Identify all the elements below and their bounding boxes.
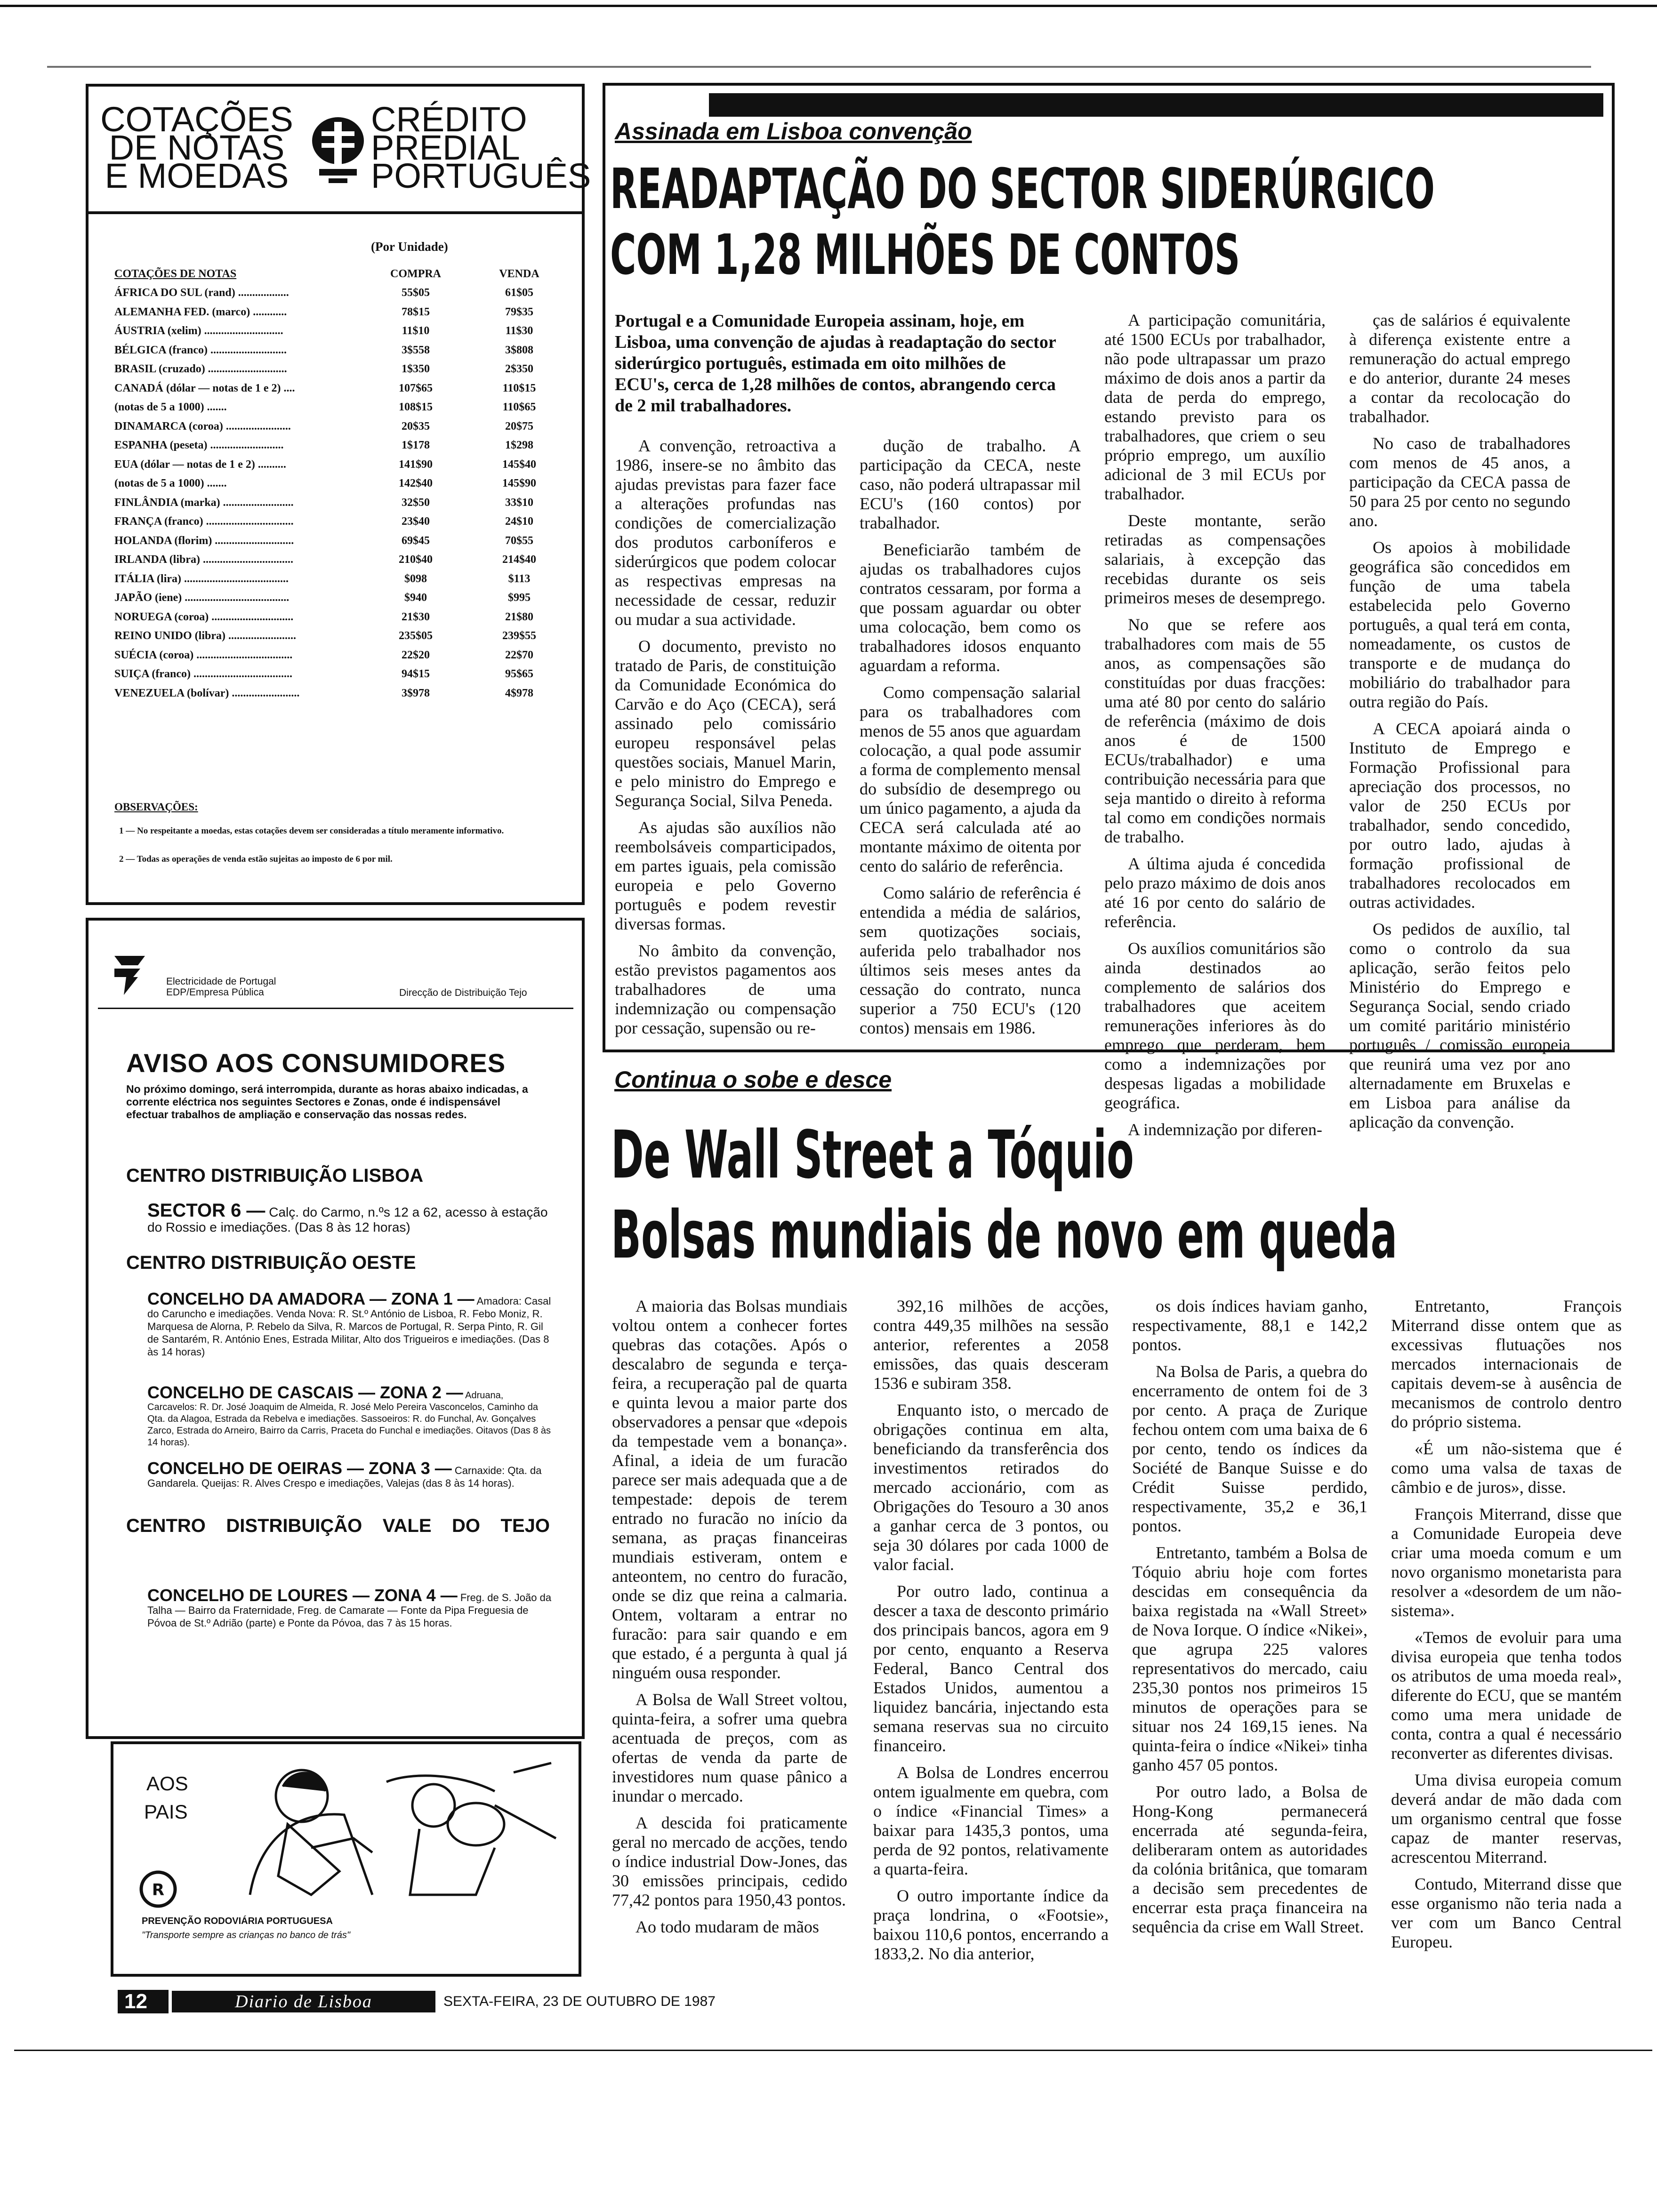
article1-col4: [1349, 311, 1570, 1139]
por-unidade: (Por Unidade): [371, 240, 448, 254]
rate-row: [114, 608, 571, 627]
article-paragraph: A participação comunitária, até 1500 ECUs por trabalhador, não pode ultrapassar um prazo máximo de dois anos a partir da data de perda do emprego, estando previsto para os trabalhadores, que criem o seu próprio emprego, um auxílio adicional de 3 mil ECUs por trabalhador.: [1104, 311, 1326, 503]
article2-headline-2: Bolsas mundiais de novo em queda: [611, 1197, 1398, 1274]
currency-name: FRANÇA (franco) ...............................: [114, 515, 294, 528]
compra-value: 1$350: [402, 363, 430, 375]
article-paragraph: Entretanto, François Miterrand disse ontem que as excessivas flutuações nos mercados internacionais de capitais devem-se à ausência de mecanismos de controlo dentro do próprio sistema.: [1391, 1297, 1622, 1431]
currency-name: (notas de 5 a 1000) .......: [114, 401, 227, 413]
rate-row: [114, 455, 571, 474]
prp-slogan: "Transporte sempre as crianças no banco de trás": [142, 1930, 350, 1940]
child-seat-illustration: [231, 1754, 561, 1914]
compra-value: 23$40: [402, 515, 430, 528]
edp-logo-icon: [112, 954, 150, 996]
article-paragraph: Contudo, Miterrand disse que esse organismo não teria nada a ver com um Banco Central Europeu.: [1391, 1875, 1622, 1951]
rate-row: [114, 569, 571, 589]
compra-value: 3$558: [402, 344, 430, 356]
article1-headline-1: READAPTAÇÃO DO SECTOR SIDERÚRGICO: [610, 156, 1435, 221]
rate-row: [114, 512, 571, 531]
article2-col1: [612, 1297, 847, 1944]
venda-value: 11$30: [505, 325, 533, 337]
currency-name: ÁUSTRIA (xelim) ............................: [114, 325, 283, 337]
amadora-zona: CONCELHO DA AMADORA — ZONA 1 — Amadora: Casal do Caruncho e imediações. Venda Nova: R. St.º António de Lisboa, R. Febo Moniz, R. Marquesa de Alorna, P. Rebelo da Silva, R. Marcos de Portugal, R. Serpa Pinto, R. Gil de Santarém, R. António Enes, Estrada Militar, Alto dos Trigueiros e imediações. (Das 8 às 14 horas): [147, 1289, 551, 1358]
rates-header: [114, 264, 571, 284]
rate-row: [114, 417, 571, 436]
venda-value: 21$80: [505, 610, 533, 623]
venda-value: 239$55: [502, 630, 536, 642]
centro-oeste: CENTRO DISTRIBUIÇÃO OESTE: [126, 1252, 416, 1273]
prp-org: PREVENÇÃO RODOVIÁRIA PORTUGUESA: [142, 1916, 333, 1926]
compra-value: $940: [404, 592, 427, 604]
article-paragraph: A CECA apoiará ainda o Instituto de Emprego e Formação Profissional para apreciação dos processos, no valor de 250 ECUs por trabalhador, sendo concedido, por outro lado, ajudas à formação profissional de trabalhadores recolocados em outras actividades.: [1349, 719, 1570, 912]
rate-row: [114, 379, 571, 398]
venda-value: 33$10: [505, 496, 533, 509]
article-paragraph: Na Bolsa de Paris, a quebra do encerramento de ontem foi de 3 por cento. A praça de Zurique fechou ontem com uma baixa de 6 por cento, tendo os índices da Société de Banque Suisse e do Crédit Suisse perdido, respectivamente, 35,2 e 36,1 pontos.: [1132, 1362, 1367, 1535]
rate-row: [114, 474, 571, 493]
top-dotted-rule: [47, 66, 1591, 68]
rate-row: [114, 550, 571, 569]
article-paragraph: os dois índices haviam ganho, respectivamente, 88,1 e 142,2 pontos.: [1132, 1297, 1367, 1354]
venda-value: $995: [508, 592, 531, 604]
article2-col2: [873, 1297, 1109, 1971]
header-notas: COTAÇÕES DE NOTAS: [114, 268, 237, 280]
article-paragraph: Os apoios à mobilidade geográfica são concedidos em função de uma tabela estabelecida pelo Governo português, a qual terá em conta, nomeadamente, os custos de transporte e de mudança do mobiliário do trabalhador para outra região do País.: [1349, 538, 1570, 711]
article2-col4: [1391, 1297, 1622, 1959]
currency-name: CANADÁ (dólar — notas de 1 e 2) ....: [114, 382, 295, 394]
venda-value: 61$05: [505, 287, 533, 299]
venda-value: 145$90: [502, 477, 536, 489]
edp-company: Electricidade de Portugal EDP/Empresa Pública: [166, 976, 276, 998]
article-paragraph: A última ajuda é concedida pelo prazo máximo de dois anos até 16 por cento do salário de referência.: [1104, 854, 1326, 931]
compra-value: 55$05: [402, 287, 430, 299]
compra-value: 1$178: [402, 439, 430, 451]
bank-name: CRÉDITO PREDIAL PORTUGUÊS: [371, 100, 591, 195]
venda-value: 145$40: [502, 458, 536, 471]
rate-row: [114, 398, 571, 417]
article-paragraph: No âmbito da convenção, estão previstos pagamentos aos trabalhadores de uma indemnização ou compensação por cessação, supensão ou re-: [615, 941, 836, 1037]
article-paragraph: 392,16 milhões de acções, contra 449,35 milhões na sessão anterior, referentes a 2058 emissões, das quais desceram 1536 e subiram 358.: [873, 1297, 1109, 1393]
compra-value: 141$90: [399, 458, 433, 471]
svg-text:R: R: [152, 1881, 165, 1899]
venda-value: 3$808: [505, 344, 533, 356]
observacao-2: 2 — Todas as operações de venda estão sujeitas ao imposto de 6 por mil.: [119, 854, 393, 864]
article-paragraph: Por outro lado, a Bolsa de Hong-Kong permanecerá encerrada até segunda-feira, deliberaram ontem as autoridades da colónia britânica, que tomaram a decisão sem precedentes de encerrar esta praça financeira na sequência da crise em Wall Street.: [1132, 1782, 1367, 1936]
compra-value: 11$10: [402, 325, 430, 337]
article-paragraph: Os auxílios comunitários são ainda destinados ao complemento de salários dos trabalhadores que aceitem remunerações inferiores às do emprego que perderam, bem como a indemnizações por despesas ligadas a mobilidade geográfica.: [1104, 939, 1326, 1112]
venda-value: 24$10: [505, 515, 533, 528]
centro-tejo: CENTRO DISTRIBUIÇÃO VALE DO TEJO: [126, 1515, 550, 1536]
venda-value: 1$298: [505, 439, 533, 451]
observacao-1: 1 — No respeitante a moedas, estas cotações devem ser consideradas a título meramente informativo.: [119, 826, 504, 836]
article-paragraph: A indemnização por diferen-: [1128, 1120, 1322, 1139]
currency-name: JAPÃO (iene) .....................................: [114, 592, 290, 604]
compra-value: 94$15: [402, 668, 430, 680]
prp-aos: AOS: [146, 1772, 188, 1795]
rate-row: [114, 493, 571, 513]
loures-zona: CONCELHO DE LOURES — ZONA 4 — Freg. de S. João da Talha — Bairro da Fraternidade, Freg. de Camarate — Fonte da Pipa Freguesia de Póvoa de St.º Adrião (parte) e Ponte da Póvoa, das 7 às 15 horas.: [147, 1586, 552, 1629]
sector-6: SECTOR 6 — Calç. do Carmo, n.ºs 12 a 62, acesso à estação do Rossio e imediações. (Das 8 às 12 horas): [147, 1200, 548, 1234]
currency-name: EUA (dólar — notas de 1 e 2) ..........: [114, 458, 286, 471]
rate-row: [114, 646, 571, 665]
article-paragraph: Ao todo mudaram de mãos: [635, 1917, 819, 1936]
compra-value: 142$40: [399, 477, 433, 489]
compra-value: 20$35: [402, 420, 430, 433]
rate-row: [114, 321, 571, 341]
oeiras-zona: CONCELHO DE OEIRAS — ZONA 3 — Carnaxide: Qta. da Gandarela. Queijas: R. Alves Crespo e imediações, Valejas (das 8 às 14 horas).: [147, 1459, 542, 1489]
currency-name: FINLÂNDIA (marka) .........................: [114, 496, 294, 509]
currency-name: NORUEGA (coroa) .............................: [114, 610, 294, 623]
cotacoes-divider: [88, 211, 582, 214]
article-paragraph: No que se refere aos trabalhadores com mais de 55 anos, as compensações são constituídas por duas fracções: uma até 80 por cento do salário de referência (máximo de dois anos é de 1500 ECUs/trabalhador) e uma contribuição necessária para que seja mantido o direito à reforma tal como em condições normais de trabalho.: [1104, 615, 1326, 846]
edp-direccao: Direcção de Distribuição Tejo: [399, 987, 527, 998]
article2-kicker: Continua o sobe e desce: [614, 1066, 892, 1093]
currency-name: (notas de 5 a 1000) .......: [114, 477, 227, 489]
article-paragraph: A Bolsa de Londres encerrou ontem igualmente em quebra, com o índice «Financial Times» a baixar para 1435,3 pontos, uma perda de 92 pontos, relativamente a quarta-feira.: [873, 1763, 1109, 1878]
rate-row: [114, 360, 571, 379]
prp-ad-box: [111, 1741, 581, 1977]
paper-name: Diario de Lisboa: [172, 1991, 435, 2012]
article1-lead: Portugal e a Comunidade Europeia assinam, hoje, em Lisboa, uma convenção de ajudas à readaptação do sector siderúrgico português, estimada em oito milhões de ECU's, cerca de 1,28 milhões de contos, abrangendo cerca de 2 mil trabalhadores.: [615, 311, 1056, 416]
article2-headline-1: De Wall Street a Tóquio: [611, 1117, 1134, 1194]
currency-name: VENEZUELA (bolívar) ........................: [114, 687, 300, 699]
compra-value: 108$15: [399, 401, 433, 413]
article-paragraph: O outro importante índice da praça londrina, o «Footsie», baixou 110,6 pontos, encerrando a 1833,2. No dia anterior,: [873, 1886, 1109, 1963]
venda-value: 214$40: [502, 553, 536, 566]
article-paragraph: Como salário de referência é entendida a média de salários, sem quotizações sociais, auferida pelo trabalhador nos últimos seis meses antes da cessação do contrato, nunca superior a 750 ECU's (120 contos) mensais em 1986.: [860, 883, 1081, 1037]
article-paragraph: A Bolsa de Wall Street voltou, quinta-feira, a sofrer uma quebra acentuada de preços, com as ofertas de venda da parte de investidores num quase pânico a inundar o mercado.: [612, 1690, 847, 1805]
rate-row: [114, 303, 571, 322]
rates-table: [114, 283, 571, 703]
venda-value: 110$15: [502, 382, 536, 394]
article-paragraph: Deste montante, serão retiradas as compensações salariais, à excepção das recebidas durante os seis primeiros meses de desemprego.: [1104, 511, 1326, 607]
article-paragraph: A maioria das Bolsas mundiais voltou ontem a conhecer fortes quebras das cotações. Após o descalabro de segunda e terça-feira, a recuperação pal de quarta e quinta levou a maior parte dos observadores a pensar que «depois da tempestade vem a bonança». Afinal, a ideia de um furacão parece ser mais adequada que a de tempestade: depois de terem entrado no furacão no início da semana, as praças financeiras mundiais estiveram, ontem e anteontem, no centro do furacão, onde se diz que reina a calmaria. Ontem, voltaram a entrar no furacão: para sair quando e em que estado, é a pergunta à qual já ninguém ousa responder.: [612, 1297, 847, 1682]
venda-value: 2$350: [505, 363, 533, 375]
article1-kicker: Assinada em Lisboa convenção: [615, 118, 972, 144]
venda-value: 95$65: [505, 668, 533, 680]
venda-value: $113: [508, 572, 531, 585]
venda-value: 110$65: [502, 401, 536, 413]
article1-headline-2: COM 1,28 MILHÕES DE CONTOS: [610, 222, 1240, 287]
header-compra: COMPRA: [390, 268, 441, 280]
article-paragraph: ças de salários é equivalente à diferença existente entre a remuneração do actual emprego e do anterior, durante 24 meses a contar da recolocação do trabalhador.: [1349, 311, 1570, 426]
rate-row: [114, 684, 571, 703]
compra-value: 3$978: [402, 687, 430, 699]
compra-value: 78$15: [402, 305, 430, 318]
article1-col3: [1104, 311, 1326, 1147]
cascais-zona: CONCELHO DE CASCAIS — ZONA 2 — Adruana, Carcavelos: R. Dr. José Joaquim de Almeida, R. José Melo Pereira Vasconcelos, Caminho da Qta. da Alagoa, Estrada da Rebelva e imediações. Sassoeiros: R. do Funchal, Av. Gonçalves Zarco, Estrada do Arneiro, Bairro da Carris, Praceta do Funchal e imediações. Oitavos (Das 8 às 14 horas).: [147, 1383, 551, 1448]
compra-value: 21$30: [402, 610, 430, 623]
article-paragraph: dução de trabalho. A participação da CECA, neste caso, não poderá ultrapassar mil ECU's (160 contos) por trabalhador.: [860, 436, 1081, 532]
centro-lisboa: CENTRO DISTRIBUIÇÃO LISBOA: [126, 1165, 424, 1186]
article-paragraph: O documento, previsto no tratado de Paris, de constituição da Comunidade Económica do Carvão e do Aço (CECA), será assinado pelo comissário europeu responsável pelas questões sociais, Manuel Marin, e pelo ministro do Emprego e Segurança Social, Silva Peneda.: [615, 637, 836, 810]
article2-col3: [1132, 1297, 1367, 1944]
venda-value: 22$70: [505, 649, 533, 661]
article-paragraph: Enquanto isto, o mercado de obrigações continua em alta, beneficiando da transferência dos investimentos retirados do mercado accionário, com as Obrigações do Tesouro a 30 anos a ganhar cerca de 3 pontos, ou seja 30 dólares por cada 1000 de valor facial.: [873, 1401, 1109, 1574]
currency-name: BÉLGICA (franco) ...........................: [114, 344, 287, 356]
rate-row: [114, 283, 571, 303]
currency-name: ALEMANHA FED. (marco) ............: [114, 305, 287, 318]
footer-date: SEXTA-FEIRA, 23 DE OUTUBRO DE 1987: [443, 1994, 716, 2009]
aviso-title: AVISO AOS CONSUMIDORES: [126, 1048, 506, 1078]
currency-name: ITÁLIA (lira) .....................................: [114, 572, 289, 585]
article1-black-bar: [709, 93, 1603, 117]
rate-row: [114, 531, 571, 551]
currency-name: BRASIL (cruzado) ............................: [114, 363, 287, 375]
compra-value: 210$40: [399, 553, 433, 566]
currency-name: REINO UNIDO (libra) ........................: [114, 630, 297, 642]
currency-name: ESPANHA (peseta) ..........................: [114, 439, 284, 451]
aviso-text: No próximo domingo, será interrompida, durante as horas abaixo indicadas, a corrente eléctrica nos seguintes Sectores e Zonas, onde é indispensável efectuar trabalhos de ampliação e conservação das nossas redes.: [126, 1083, 528, 1121]
page-number: 12: [118, 1990, 169, 2013]
observacoes-title: OBSERVAÇÕES:: [114, 801, 198, 813]
article-paragraph: Beneficiarão também de ajudas os trabalhadores cujos contratos cessaram, por forma a que possam aguardar ou obter uma colocação, bem como os trabalhadores idosos enquanto aguardam a reforma.: [860, 540, 1081, 675]
rate-row: [114, 665, 571, 684]
article-paragraph: Os pedidos de auxílio, tal como o controlo da sua aplicação, serão feitos pelo Ministério do Emprego e Segurança Social, sendo criado um comité paritário ministério português / comissão europeia que reunirá uma vez por ano alternadamente em Bruxelas e em Lisboa para análise da aplicação da convenção.: [1349, 920, 1570, 1131]
top-border-rule: [0, 5, 1657, 7]
article-paragraph: A convenção, retroactiva a 1986, insere-se no âmbito das ajudas previstas para fazer face a alterações profundas nas condições de comercialização dos produtos carboníferos e siderúrgicos que podem colocar as respectivas empresas na necessidade de cessar, reduzir ou mudar a sua actividade.: [615, 436, 836, 629]
compra-value: $098: [404, 572, 427, 585]
article-paragraph: No caso de trabalhadores com menos de 45 anos, a participação da CECA passa de 50 para 25 por cento no segundo ano.: [1349, 434, 1570, 530]
bank-logo-icon: [310, 112, 366, 188]
rate-row: [114, 588, 571, 608]
venda-value: 79$35: [505, 305, 533, 318]
compra-value: 235$05: [399, 630, 433, 642]
compra-value: 107$65: [399, 382, 433, 394]
currency-name: SUÉCIA (coroa) ..................................: [114, 649, 293, 661]
rate-row: [114, 626, 571, 646]
venda-value: 70$55: [505, 534, 533, 547]
currency-name: IRLANDA (libra) ................................: [114, 553, 294, 566]
edp-header-rule: [98, 1008, 573, 1009]
venda-value: 4$978: [505, 687, 533, 699]
compra-value: 22$20: [402, 649, 430, 661]
bottom-rule: [14, 2050, 1652, 2051]
article-paragraph: «Temos de evoluir para uma divisa europeia que tenha todos os atributos de uma moeda real», diferente do ECU, que se mantém como uma mera unidade de conta, contra a qual é necessário reconverter as diferentes divisas.: [1391, 1628, 1622, 1763]
currency-name: ÁFRICA DO SUL (rand) ..................: [114, 287, 289, 299]
article-paragraph: As ajudas são auxílios não reembolsáveis comparticipados, em partes iguais, pela comissão europeia e pelo Governo português e podem revestir diversas formas.: [615, 818, 836, 933]
article1-col1: [615, 436, 836, 1045]
compra-value: 69$45: [402, 534, 430, 547]
cotacoes-box: [86, 84, 591, 905]
article-paragraph: Uma divisa europeia comum deverá andar de mão dada com um organismo central que fosse capaz de manter reservas, acrescentou Miterrand.: [1391, 1771, 1622, 1867]
article-paragraph: François Miterrand, disse que a Comunidade Europeia deve criar uma moeda comum e um novo organismo monetarista para resolver a «desordem de um não-sistema».: [1391, 1505, 1622, 1620]
venda-value: 20$75: [505, 420, 533, 433]
rate-row: [114, 341, 571, 360]
currency-name: SUIÇA (franco) ...................................: [114, 668, 292, 680]
currency-name: HOLANDA (florim) ............................: [114, 534, 294, 547]
cotacoes-title: COTAÇÕES DE NOTAS E MOEDAS: [100, 100, 293, 195]
article1-col2: [860, 436, 1081, 1045]
currency-name: DINAMARCA (coroa) .......................: [114, 420, 291, 433]
prp-logo-icon: [139, 1870, 177, 1908]
header-venda: VENDA: [499, 268, 539, 280]
article-paragraph: Entretanto, também a Bolsa de Tóquio abriu hoje com fortes descidas em consequência da baixa registada na «Wall Street» de Nova Iorque. O índice «Nikei», que agrupa 225 valores representativos do mercado, caiu 235,30 pontos nos primeiros 15 minutos de operações para se situar nos 24 169,15 ienes. Na quinta-feira o índice «Nikei» tinha ganho 457 05 pontos.: [1132, 1543, 1367, 1774]
prp-pais: PAIS: [144, 1801, 188, 1823]
rate-row: [114, 436, 571, 455]
edp-box: [86, 918, 585, 1739]
article-paragraph: A descida foi praticamente geral no mercado de acções, tendo o índice industrial Dow-Jones, das 30 emissões principais, cedido 77,42 pontos para 1950,43 pontos.: [612, 1813, 847, 1909]
article-paragraph: Como compensação salarial para os trabalhadores com menos de 55 anos que aguardam colocação, a qual pode assumir a forma de complemento mensal do subsídio de desemprego ou um único pagamento, a ajuda da CECA será calculada até ao montante máximo de oitenta por cento do salário de referência.: [860, 683, 1081, 875]
compra-value: 32$50: [402, 496, 430, 509]
article-paragraph: «É um não-sistema que é como uma valsa de taxas de câmbio e de juros», disse.: [1391, 1439, 1622, 1497]
article-paragraph: Por outro lado, continua a descer a taxa de desconto primário dos principais bancos, agora em 9 por cento, enquanto a Reserva Federal, Banco Central dos Estados Unidos, aumentou a liquidez bancária, injectando esta semana reservas sua no circuito financeiro.: [873, 1582, 1109, 1755]
